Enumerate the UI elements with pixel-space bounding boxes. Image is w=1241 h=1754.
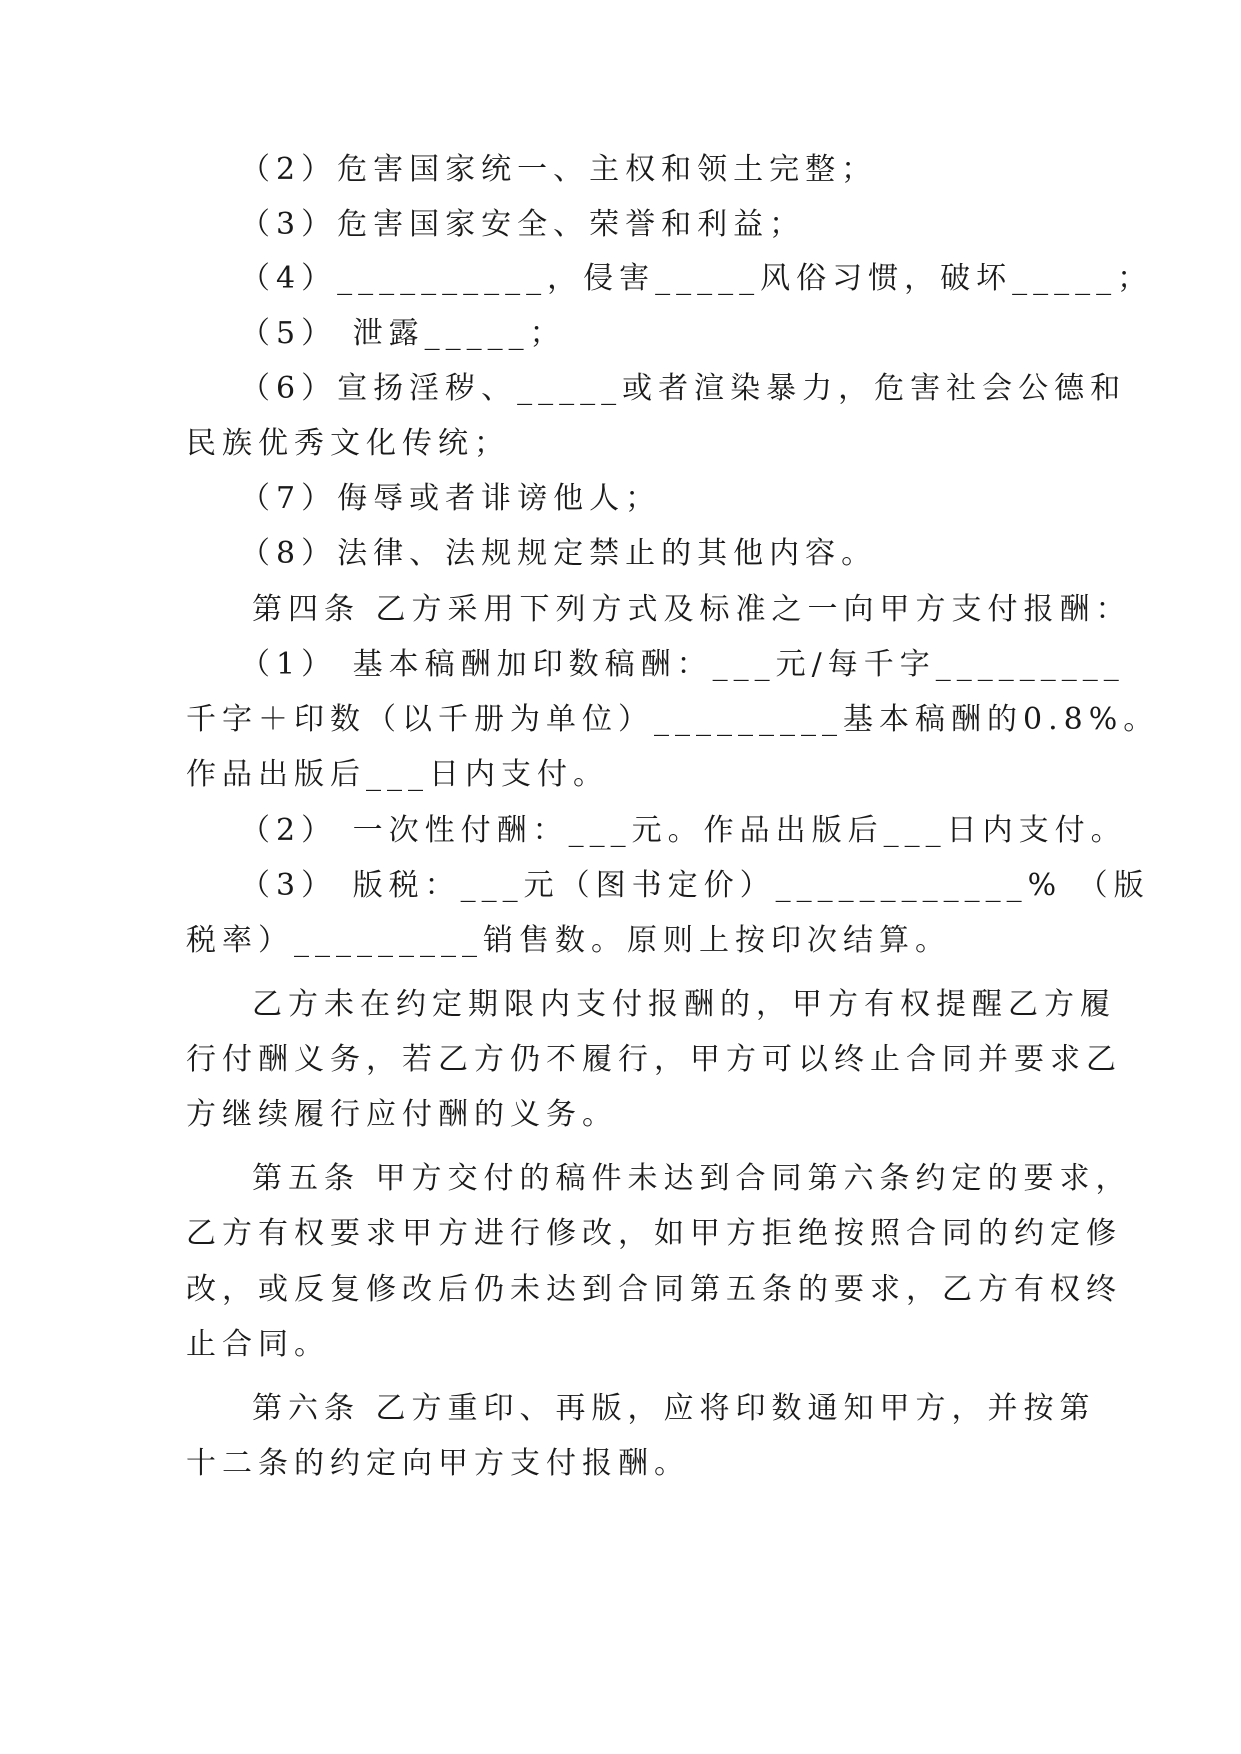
text-line: 第六条 乙方重印、再版，应将印数通知甲方，并按第: [252, 1391, 1096, 1426]
text-line: （3）危害国家安全、荣誉和利益；: [240, 207, 806, 242]
text-line: （1） 基本稿酬加印数稿酬：___元/每千字_________: [240, 647, 1125, 682]
text-line: 第五条 甲方交付的稿件未达到合同第六条约定的要求，: [252, 1161, 1132, 1196]
text-line: 乙方有权要求甲方进行修改，如甲方拒绝按照合同的约定修: [186, 1216, 1122, 1251]
text-line: （7）侮辱或者诽谤他人；: [240, 481, 662, 516]
text-line: 民族优秀文化传统；: [186, 426, 510, 461]
text-line: （5） 泄露_____；: [240, 316, 566, 351]
text-line: 改，或反复修改后仍未达到合同第五条的要求，乙方有权终: [186, 1272, 1122, 1307]
text-line: 税率）_________销售数。原则上按印次结算。: [186, 923, 951, 958]
text-line: 作品出版后___日内支付。: [186, 757, 609, 792]
text-line: 第四条 乙方采用下列方式及标准之一向甲方支付报酬：: [252, 592, 1132, 627]
text-line: 十二条的约定向甲方支付报酬。: [186, 1446, 690, 1481]
text-line: （2）危害国家统一、主权和领土完整；: [240, 152, 878, 187]
text-line: 止合同。: [186, 1327, 330, 1362]
text-line: （6）宣扬淫秽、_____或者渲染暴力，危害社会公德和: [240, 371, 1127, 406]
text-line: 方继续履行应付酬的义务。: [186, 1097, 618, 1132]
text-line: （2） 一次性付酬：___元。作品出版后___日内支付。: [240, 813, 1127, 848]
text-line: （8）法律、法规规定禁止的其他内容。: [240, 536, 878, 571]
text-line: 千字＋印数（以千册为单位）_________基本稿酬的0.8%。: [186, 702, 1160, 737]
text-line: （3） 版税：___元（图书定价）____________% （版: [240, 868, 1150, 903]
text-line: （4）__________，侵害_____风俗习惯，破坏_____；: [240, 261, 1154, 296]
text-line: 乙方未在约定期限内支付报酬的，甲方有权提醒乙方履: [252, 987, 1116, 1022]
text-line: 行付酬义务，若乙方仍不履行，甲方可以终止合同并要求乙: [186, 1042, 1122, 1077]
